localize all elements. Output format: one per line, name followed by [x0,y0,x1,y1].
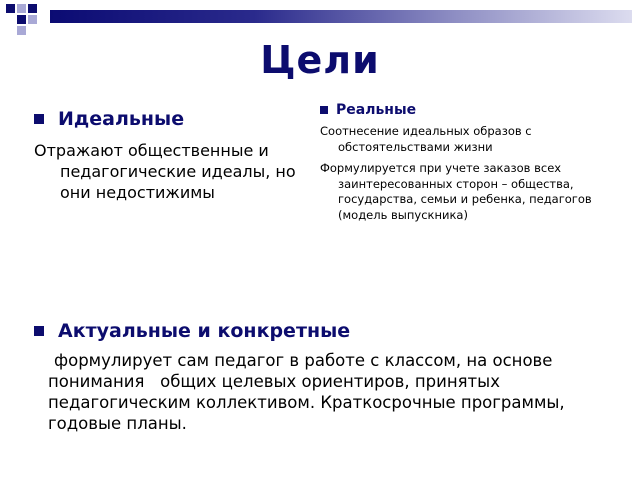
real-goals-p2-rest: заинтересованных сторон – общества, государства, семьи и ребенка, педагогов (модель выпускника) [338,176,592,222]
real-goals-paragraph-2 [320,161,620,223]
ideal-goals-text [34,140,304,203]
decor-square [17,4,26,13]
actual-goals-block [34,320,624,434]
decor-square [17,15,26,24]
ideal-goals-text-rest: педагогические идеалы, но они недостижимы [60,162,296,202]
decor-square [28,15,37,24]
actual-goals-text: формулирует сам педагог в работе с классом, на основе понимания общих целевых ориентиров, принятых педагогическим коллективом. Краткосрочные программы, годовые планы. [48,351,570,433]
slide-title: Цели [260,38,380,82]
ideal-goals-text-line1: Отражают общественные и [34,141,269,160]
decor-square [28,4,37,13]
decor-square [17,26,26,35]
actual-goals-title: Актуальные и конкретные [58,320,351,342]
square-bullet-icon [34,326,44,336]
ideal-goals-title: Идеальные [58,108,185,130]
square-bullet-icon [34,114,44,124]
real-goals-p2-line1: Формулируется при учете заказов всех [320,161,562,175]
real-goals-heading [320,102,620,118]
real-goals-block [320,102,620,223]
actual-goals-heading [34,320,624,342]
gradient-bar [50,10,632,23]
square-bullet-icon [320,106,328,114]
real-goals-title: Реальные [336,102,417,118]
real-goals-p1-line1: Соотнесение идеальных образов с [320,124,532,138]
real-goals-p1-rest: обстоятельствами жизни [338,139,493,154]
real-goals-paragraph-1 [320,124,620,155]
ideal-goals-block [34,108,304,203]
ideal-goals-heading [34,108,304,130]
decor-square [6,4,15,13]
